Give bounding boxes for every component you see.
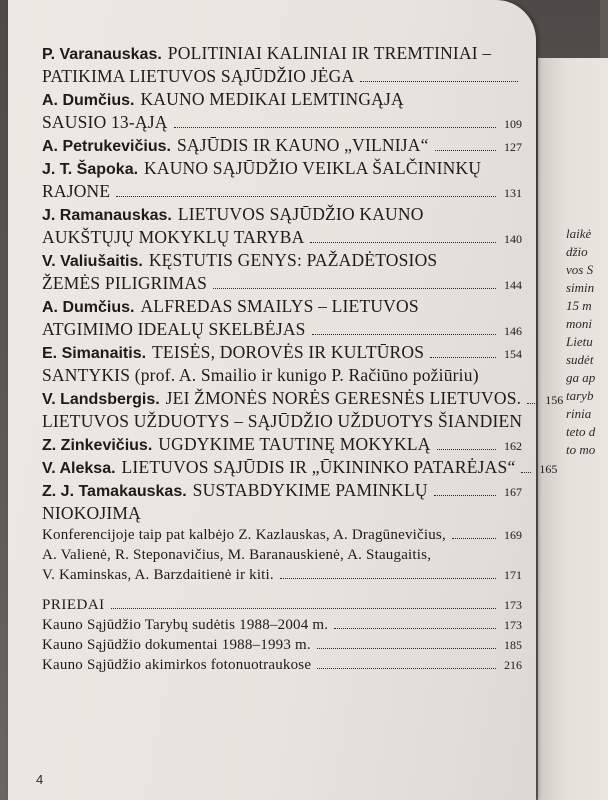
leader-dots [435, 150, 496, 151]
toc-author: V. Aleksa. [42, 460, 116, 477]
toc-page-number: 144 [504, 278, 522, 292]
toc-title: ŽEMĖS PILIGRIMAS [42, 273, 208, 293]
facing-page-text: ga ap [566, 370, 596, 385]
toc-author: J. T. Šapoka. [42, 161, 139, 178]
toc-title: SAUSIO 13-ĄJĄ [42, 112, 168, 132]
toc-entry [42, 387, 564, 433]
facing-page-text: laikė [566, 226, 592, 241]
facing-page-text: džio [566, 244, 588, 259]
toc-title: LIETUVOS UŽDUOTYS – SĄJŪDŽIO UŽDUOTYS ŠIANDIEN [42, 411, 523, 431]
leader-dots [317, 648, 496, 649]
conference-note [42, 525, 522, 585]
leader-dots [111, 608, 496, 609]
toc-title: TEISĖS, DOROVĖS IR KULTŪROS [152, 342, 425, 362]
toc-page-number: 173 [504, 618, 522, 632]
toc-page-number: 185 [504, 638, 522, 652]
toc-author: Z. J. Tamakauskas. [42, 483, 187, 500]
facing-page-text: teto d [566, 424, 596, 439]
toc-entry [42, 134, 522, 157]
facing-page-text: taryb [566, 388, 594, 403]
toc-entry [42, 42, 522, 88]
toc-title: PATIKIMA LIETUVOS SĄJŪDŽIO JĖGA [42, 66, 355, 86]
facing-page-text: vos S [566, 262, 594, 277]
appendix-item [42, 635, 522, 655]
leader-dots [174, 127, 496, 128]
leader-dots [521, 472, 531, 473]
facing-page-text: moni [566, 316, 592, 331]
toc-title: JEI ŽMONĖS NORĖS GERESNĖS LIETUVOS. [165, 388, 522, 408]
toc-page-number: 109 [504, 117, 522, 131]
toc-page-number: 146 [504, 324, 522, 338]
conference-text: A. Valienė, R. Steponavičius, M. Baranauskienė, A. Staugaitis, [42, 547, 432, 563]
leader-dots [452, 538, 496, 539]
toc-entry [42, 433, 522, 456]
toc-page-number: 127 [504, 140, 522, 154]
toc-author: A. Petrukevičius. [42, 138, 171, 155]
toc-title: LIETUVOS SĄJŪDŽIO KAUNO [177, 204, 424, 224]
toc-title: KAUNO SĄJŪDŽIO VEIKLA ŠALČININKŲ [144, 158, 482, 178]
toc-entry [42, 88, 522, 134]
appendix-title: PRIEDAI [42, 597, 105, 613]
toc-entry [42, 203, 522, 249]
leader-dots [527, 403, 537, 404]
toc-page-number: 167 [504, 485, 522, 499]
page-number: 4 [36, 772, 44, 787]
toc-title: ATGIMIMO IDEALŲ SKELBĖJAS [42, 319, 306, 339]
toc-author: J. Ramanauskas. [42, 207, 172, 224]
conference-text: V. Kaminskas, A. Barzdaitienė ir kiti. [42, 567, 274, 583]
conference-text: Konferencijoje taip pat kalbėjo Z. Kazlauskas, A. Dragūnevičius, [42, 527, 446, 543]
leader-dots [434, 495, 496, 496]
table-of-contents [42, 42, 564, 675]
toc-page-number: 173 [504, 598, 522, 612]
appendix-item-label: Kauno Sąjūdžio Tarybų sudėtis 1988–2004 m. [42, 617, 329, 633]
toc-page-number: 140 [504, 232, 522, 246]
appendix-item-label: Kauno Sąjūdžio dokumentai 1988–1993 m. [42, 637, 311, 653]
toc-entry [42, 479, 522, 525]
leader-dots [317, 668, 496, 669]
leader-dots [360, 81, 518, 82]
toc-author: P. Varanauskas. [42, 46, 162, 63]
toc-title: LIETUVOS SĄJŪDIS IR „ŪKININKO PATARĖJAS“ [121, 457, 516, 477]
toc-entry [42, 341, 522, 387]
facing-page [538, 58, 608, 800]
appendix-item [42, 615, 522, 635]
toc-page-number: 131 [504, 186, 522, 200]
facing-page-text: to mo [566, 442, 596, 457]
toc-author: V. Valiušaitis. [42, 253, 143, 270]
facing-page-text: simin [566, 280, 595, 295]
leader-dots [312, 334, 496, 335]
toc-entry [42, 295, 522, 341]
toc-title: KĘSTUTIS GENYS: PAŽADĖTOSIOS [148, 250, 438, 270]
facing-page-text: rinia [566, 406, 592, 421]
toc-title: RAJONE [42, 181, 111, 201]
toc-page-number: 165 [539, 462, 558, 476]
toc-page-number: 169 [504, 528, 522, 542]
toc-title: POLITINIAI KALINIAI IR TREMTINIAI – [167, 43, 492, 63]
leader-dots [334, 628, 496, 629]
appendix-item-label: Kauno Sąjūdžio akimirkos fotonuotraukose [42, 657, 312, 673]
toc-title: AUKŠTŲJŲ MOKYKLŲ TARYBA [42, 227, 305, 247]
toc-page-number: 171 [504, 568, 522, 582]
appendix-section [42, 595, 522, 675]
toc-title: SANTYKIS (prof. A. Smailio ir kunigo P. Račiūno požiūriu) [42, 365, 479, 385]
toc-entry [42, 249, 522, 295]
toc-page-number: 216 [504, 658, 522, 672]
toc-title: UGDYKIME TAUTINĘ MOKYKLĄ [158, 434, 431, 454]
toc-author: A. Dumčius. [42, 299, 135, 316]
toc-title: SĄJŪDIS IR KAUNO „VILNIJA“ [176, 135, 429, 155]
toc-entry [42, 456, 558, 479]
toc-title: NIOKOJIMĄ [42, 503, 142, 523]
toc-title: KAUNO MEDIKAI LEMTINGĄJĄ [140, 89, 404, 109]
leader-dots [213, 288, 496, 289]
facing-page-text: 15 m [566, 298, 592, 313]
leader-dots [310, 242, 496, 243]
facing-page-text: Lietu [566, 334, 593, 349]
leader-dots [116, 196, 496, 197]
toc-title: SUSTABDYKIME PAMINKLŲ [192, 480, 428, 500]
leader-dots [437, 449, 496, 450]
toc-author: Z. Zinkevičius. [42, 437, 153, 454]
toc-author: A. Dumčius. [42, 92, 135, 109]
toc-author: V. Landsbergis. [42, 391, 160, 408]
toc-entry [42, 157, 522, 203]
leader-dots [430, 357, 496, 358]
toc-page-number: 156 [545, 393, 564, 407]
book-page [8, 0, 564, 800]
appendix-item [42, 655, 522, 675]
toc-title: ALFREDAS SMAILYS – LIETUVOS [140, 296, 419, 316]
facing-page-text: sudėt [566, 352, 594, 367]
toc-page-number: 162 [504, 439, 522, 453]
toc-author: E. Simanaitis. [42, 345, 147, 362]
leader-dots [280, 578, 496, 579]
toc-page-number: 154 [504, 347, 522, 361]
